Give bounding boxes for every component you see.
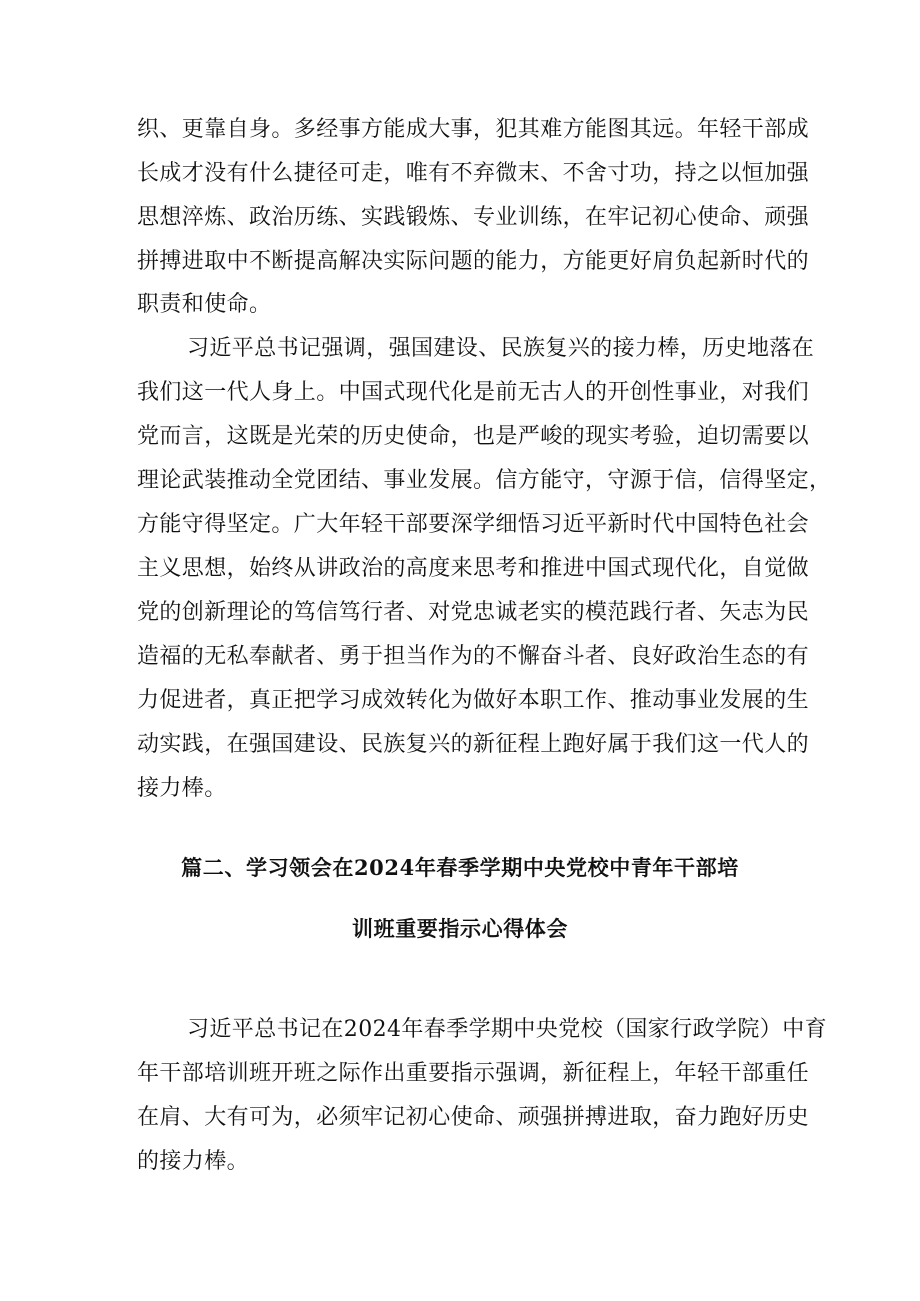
paragraph-1-line-2: 长成才没有什么捷径可走，唯有不弃微末、不舍寸功，持之以恒加强 bbox=[137, 161, 810, 186]
paragraph-1-line-4: 拼搏进取中不断提高解决实际问题的能力，方能更好肩负起新时代的 bbox=[137, 249, 810, 274]
paragraph-3-line-4: 的接力棒。 bbox=[137, 1149, 250, 1174]
paragraph-2-line-6: 主义思想，始终从讲政治的高度来思考和推进中国式现代化，自觉做 bbox=[137, 556, 810, 581]
paragraph-2-line-5: 方能守得坚定。广大年轻干部要深学细悟习近平新时代中国特色社会 bbox=[137, 512, 810, 537]
paragraph-1-line-1: 织、更靠自身。多经事方能成大事，犯其难方能图其远。年轻干部成 bbox=[137, 117, 810, 142]
section-heading-line-1: 篇二、学习领会在2024年春季学期中央党校中青年干部培 bbox=[181, 855, 739, 880]
paragraph-2-line-10: 动实践，在强国建设、民族复兴的新征程上跑好属于我们这一代人的 bbox=[137, 732, 810, 757]
paragraph-2-line-4: 理论武装推动全党团结、事业发展。信方能守，守源于信，信得坚定， bbox=[137, 468, 832, 493]
paragraph-2-line-9: 力促进者，真正把学习成效转化为做好本职工作、推动事业发展的生 bbox=[137, 688, 810, 713]
paragraph-2-line-3: 党而言，这既是光荣的历史使命，也是严峻的现实考验，迫切需要以 bbox=[137, 424, 810, 449]
paragraph-2-line-1: 习近平总书记强调，强国建设、民族复兴的接力棒，历史地落在 bbox=[187, 336, 815, 361]
paragraph-3-line-2: 年干部培训班开班之际作出重要指示强调，新征程上，年轻干部重任 bbox=[137, 1061, 810, 1086]
paragraph-2-line-8: 造福的无私奉献者、勇于担当作为的不懈奋斗者、良好政治生态的有 bbox=[137, 644, 810, 669]
paragraph-1-line-3: 思想淬炼、政治历练、实践锻炼、专业训练，在牢记初心使命、顽强 bbox=[137, 205, 810, 230]
paragraph-1-line-5: 职责和使命。 bbox=[137, 292, 272, 317]
paragraph-2-line-7: 党的创新理论的笃信笃行者、对党忠诚老实的模范践行者、矢志为民 bbox=[137, 600, 810, 625]
paragraph-3-line-3: 在肩、大有可为，必须牢记初心使命、顽强拼搏进取，奋力跑好历史 bbox=[137, 1105, 810, 1130]
section-heading-line-2: 训班重要指示心得体会 bbox=[352, 916, 568, 941]
paragraph-2-line-11: 接力棒。 bbox=[137, 776, 227, 801]
paragraph-2-line-2: 我们这一代人身上。中国式现代化是前无古人的开创性事业，对我们 bbox=[137, 380, 810, 405]
paragraph-3-line-1: 习近平总书记在2024年春季学期中央党校（国家行政学院）中育 bbox=[187, 1017, 827, 1042]
